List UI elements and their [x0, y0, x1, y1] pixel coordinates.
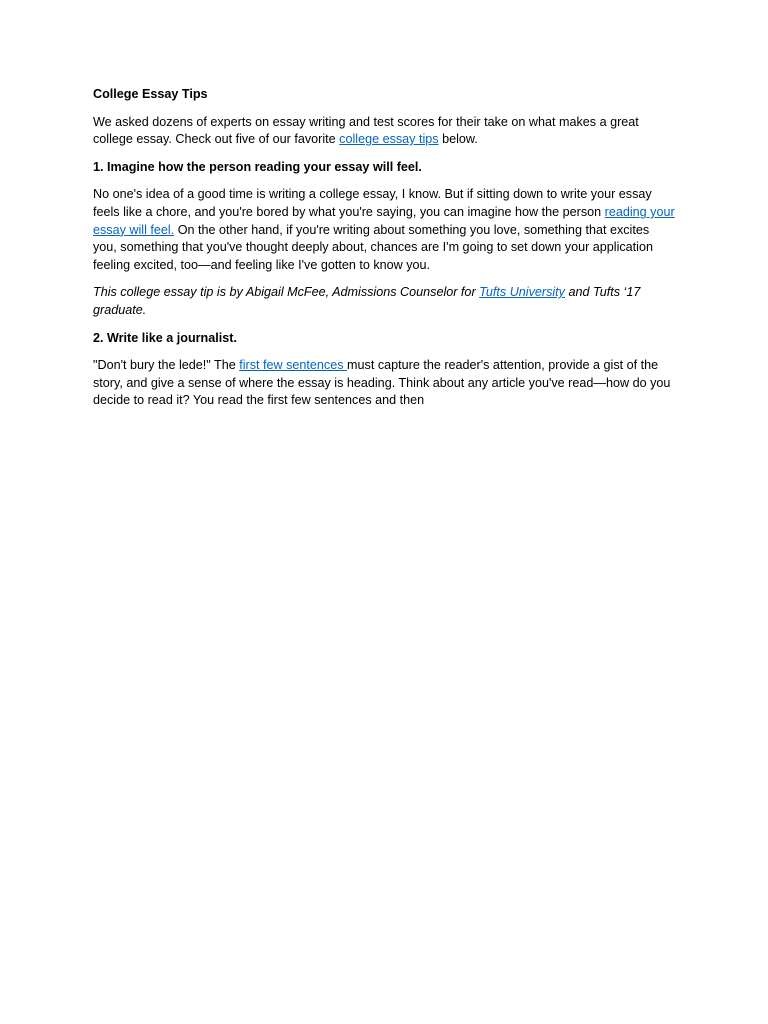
tip1-text: No one's idea of a good time is writing a college essay, I know. But if sitting down to write your essay feels like a chore, and you're bored by what you're saying, you can imagine how the person	[93, 187, 652, 219]
tip1-credit-text-end: and Tufts ‘17 graduate.	[93, 285, 641, 317]
tip2-text: "Don't bury the lede!" The	[93, 358, 240, 373]
document-title: College Essay Tips	[93, 87, 208, 101]
intro-text-end: below.	[438, 132, 478, 147]
tip2-heading: 2. Write like a journalist.	[93, 330, 237, 345]
tip1-credit	[93, 284, 675, 319]
tip1-heading: 1. Imagine how the person reading your essay will feel.	[93, 159, 422, 174]
tip1-text-end: On the other hand, if you're writing about something you love, something that excites you, something that you've thought deeply about, chances are I'm going to set down your application feeling excited, too—and feeling like I've gotten to know you.	[93, 222, 653, 272]
tip2-paragraph	[93, 357, 675, 410]
tip1-paragraph	[93, 186, 675, 274]
document-page	[93, 86, 675, 420]
intro-text: We asked dozens of experts on essay writing and test scores for their take on what makes a great college essay. Check out five of our favorite	[93, 114, 639, 147]
first-few-sentences-link[interactable]: first few sentences	[239, 358, 348, 373]
tip1-credit-text: This college essay tip is by Abigail McFee, Admissions Counselor for	[93, 285, 480, 300]
tip2-text-end: must capture the reader's attention, provide a gist of the story, and give a sense of where the essay is heading. Think about any article you've read—how do you decide to read it? You read the first few sentences and then	[93, 358, 671, 408]
college-essay-tips-link[interactable]: college essay tips	[339, 132, 439, 147]
intro-paragraph	[93, 114, 675, 149]
tufts-university-link[interactable]: Tufts University	[479, 285, 565, 300]
reading-your-essay-link[interactable]: reading your essay will feel.	[93, 204, 675, 237]
